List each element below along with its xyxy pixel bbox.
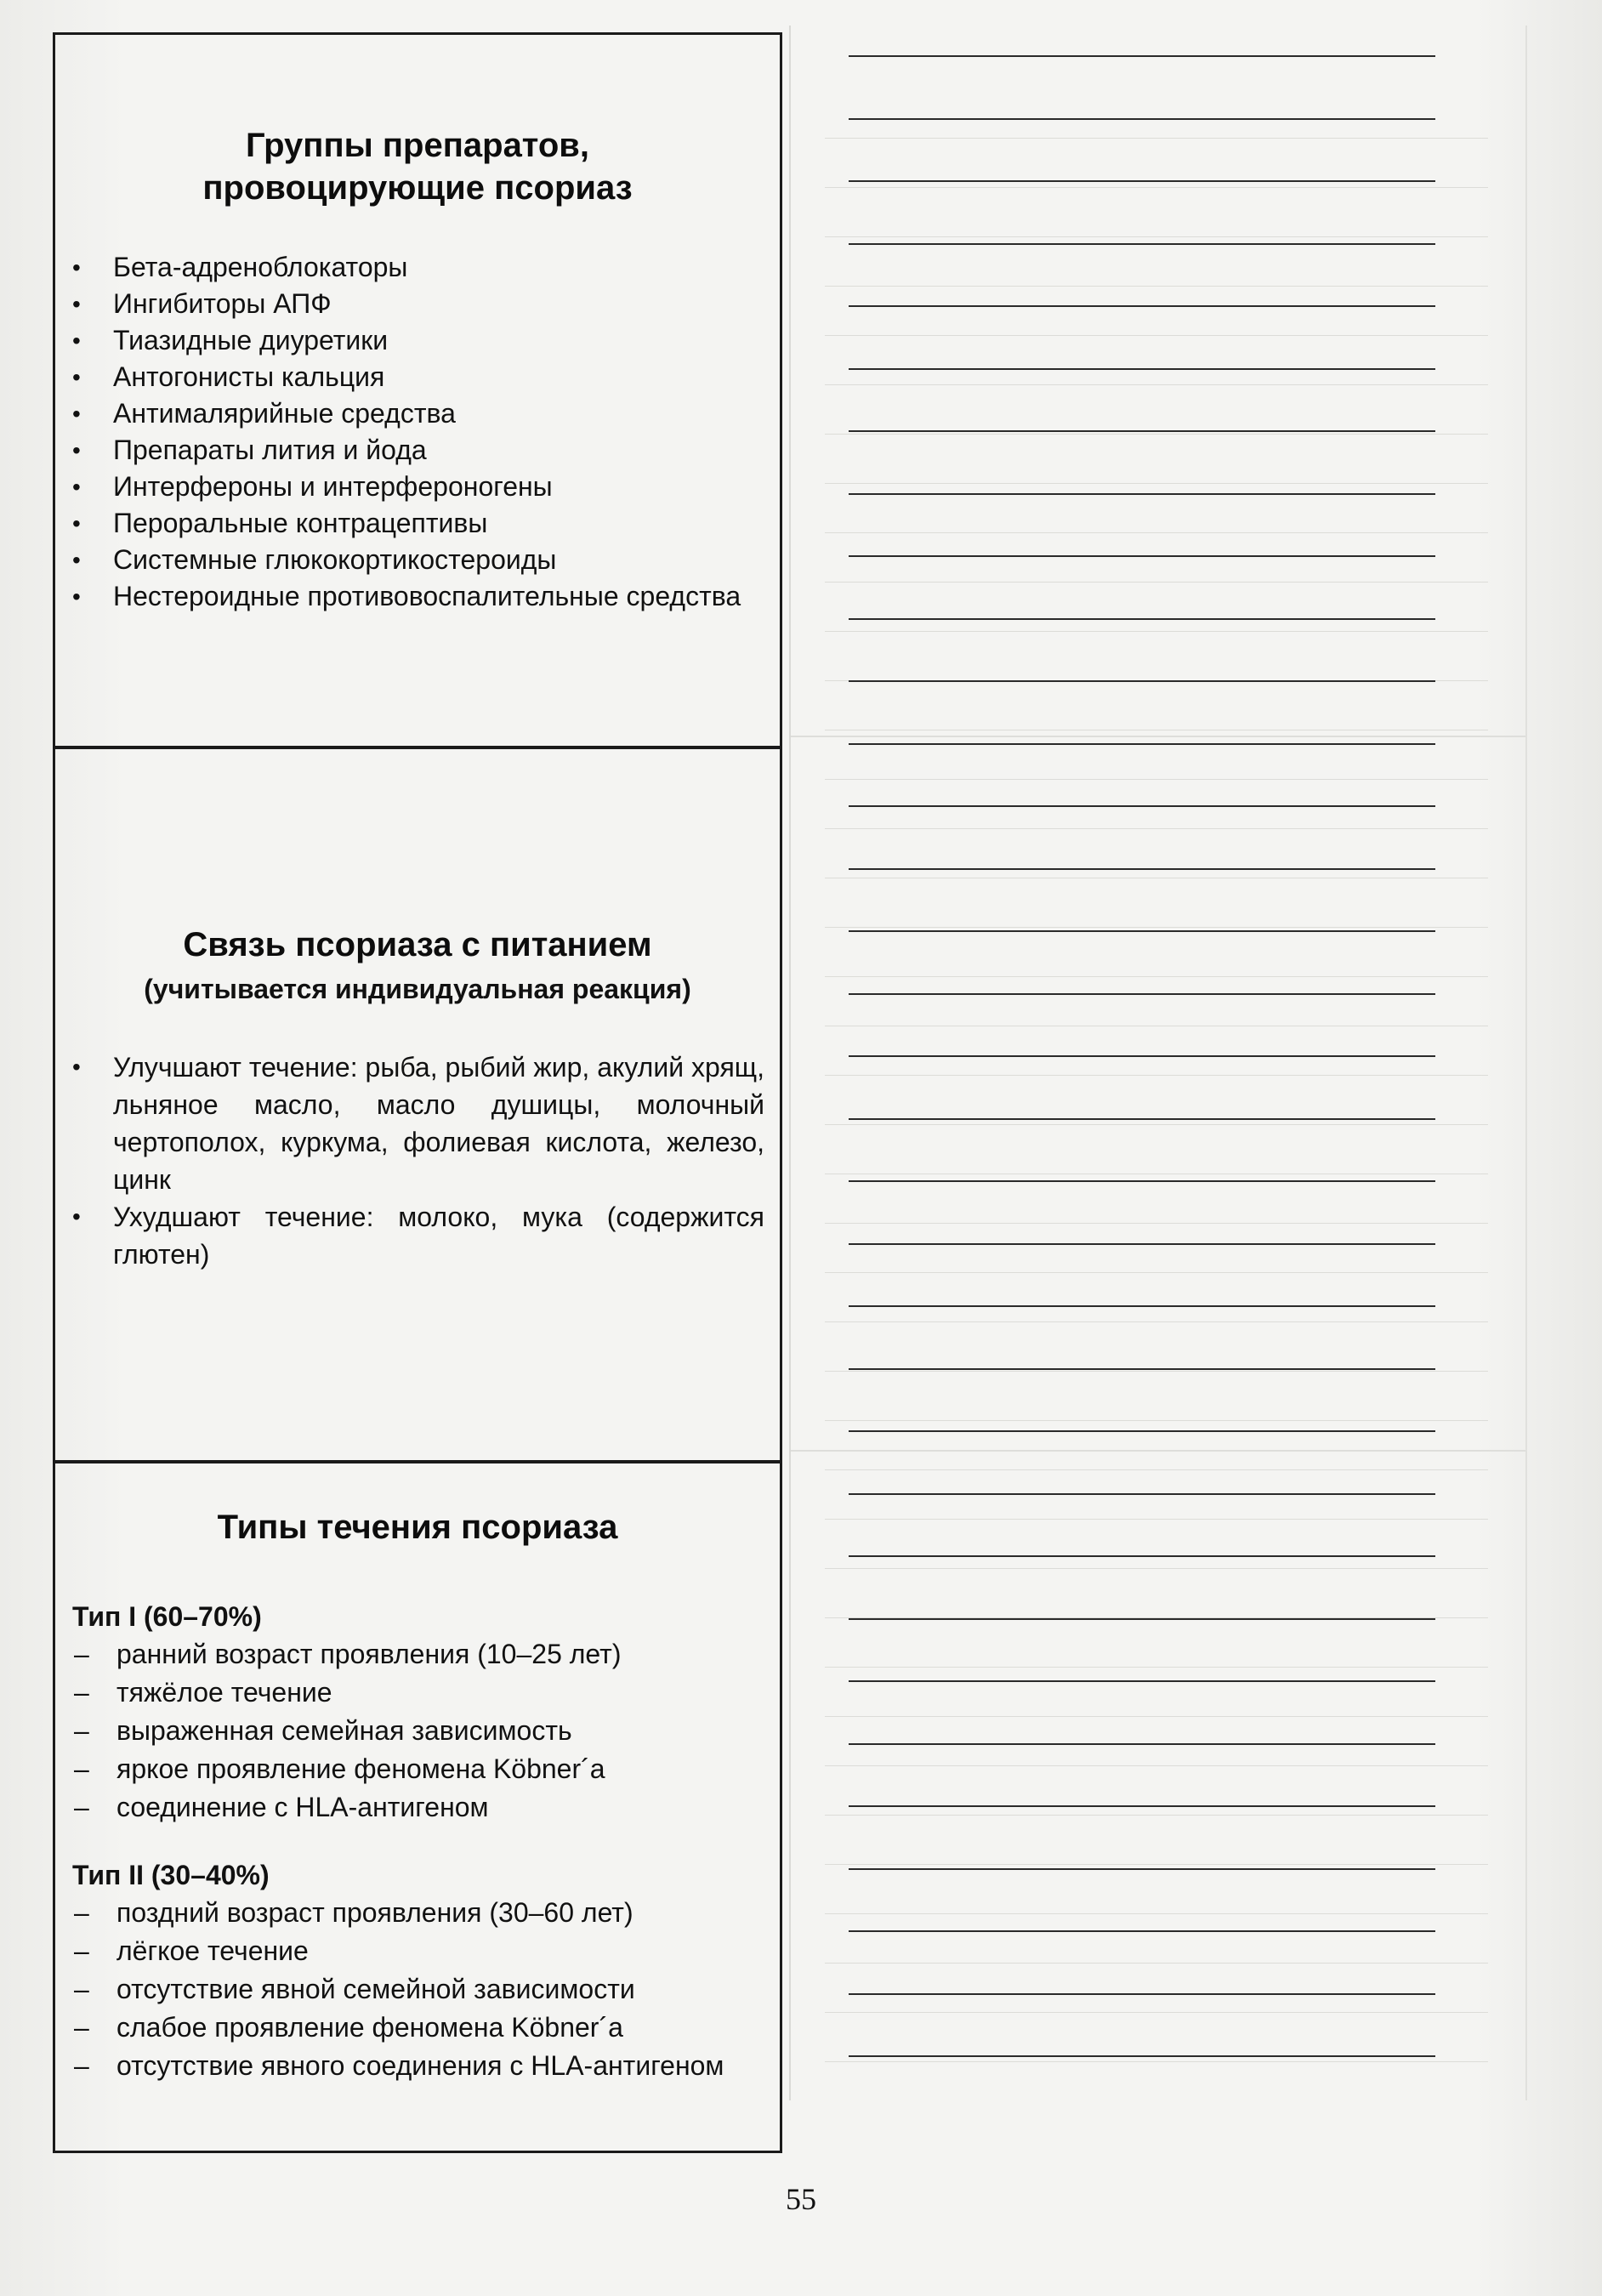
note-line (849, 618, 1435, 620)
bleed-through-line (825, 1075, 1488, 1076)
bleed-through-line (825, 1815, 1488, 1816)
note-line (849, 868, 1435, 870)
slide-drugs-title-line2: провоцирующие псориаз (202, 169, 633, 207)
drugs-list (62, 249, 768, 615)
bleed-through-line (825, 1420, 1488, 1421)
bleed-through-line (825, 779, 1488, 780)
bleed-through-line (825, 483, 1488, 484)
bleed-through-line (825, 236, 1488, 237)
note-line (849, 555, 1435, 557)
list-item: • Пероральные контрацептивы (62, 505, 768, 542)
note-line (849, 680, 1435, 682)
type-2-heading: Тип II (30–40%) (72, 1860, 270, 1890)
slide-course-types (53, 1461, 782, 2153)
list-item: • Системные глюкокортикостероиды (62, 542, 768, 578)
list-item: – поздний возраст проявления (30–60 лет) (72, 1894, 770, 1932)
note-line (849, 1180, 1435, 1182)
slide-drugs-title-line1: Группы препаратов, (245, 127, 590, 164)
note-line (849, 243, 1435, 245)
type-1-heading: Тип I (60–70%) (72, 1601, 262, 1632)
note-line (849, 1618, 1435, 1620)
bleed-through-line (825, 828, 1488, 829)
note-line (849, 1118, 1435, 1120)
bleed-through-line (825, 138, 1488, 139)
note-line (849, 1930, 1435, 1932)
note-line (849, 805, 1435, 807)
bleed-through-line (825, 631, 1488, 632)
note-line (849, 2055, 1435, 2057)
note-line (849, 1305, 1435, 1307)
note-line (849, 1493, 1435, 1495)
slide-nutrition-subtitle: (учитывается индивидуальная реакция) (144, 974, 691, 1004)
bleed-through-line (825, 1568, 1488, 1569)
bleed-through-line (825, 384, 1488, 385)
list-item: – ранний возраст проявления (10–25 лет) (72, 1635, 770, 1674)
bleed-through-line (825, 1765, 1488, 1766)
list-item: – лёгкое течение (72, 1932, 770, 1970)
note-line (849, 1993, 1435, 1995)
slide-drugs (53, 32, 782, 748)
bleed-through-line (825, 532, 1488, 533)
note-line (849, 180, 1435, 182)
bleed-through-line (825, 1864, 1488, 1865)
bleed-through-line (825, 2061, 1488, 2062)
bleed-through-line (825, 187, 1488, 188)
list-item: • Препараты лития и йода (62, 432, 768, 469)
type-1-list (72, 1635, 770, 1827)
list-item: • Интерфероны и интерфероногены (62, 469, 768, 505)
note-line (849, 1368, 1435, 1370)
note-line (849, 55, 1435, 57)
note-line (849, 1680, 1435, 1682)
list-item: – отсутствие явного соединения с HLA-антигеном (72, 2047, 770, 2085)
bleed-through-line (825, 1272, 1488, 1273)
list-item: • Улучшают течение: рыба, рыбий жир, акулий хрящ, льняное масло, масло душицы, молочный чертополох, куркума, фолиевая кислота, железо, цинк (62, 1049, 764, 1198)
note-line (849, 993, 1435, 995)
note-line (849, 368, 1435, 370)
slide-nutrition-title: Связь псориаза с питанием (183, 926, 652, 963)
list-item: • Антималярийные средства (62, 395, 768, 432)
note-line (849, 430, 1435, 432)
bleed-through-line (825, 434, 1488, 435)
slide-course-title: Типы течения псориаза (217, 1509, 618, 1546)
notes-column (789, 26, 1527, 2100)
bleed-through-line (825, 1371, 1488, 1372)
note-line (849, 1430, 1435, 1432)
bleed-through-line (825, 1963, 1488, 1964)
nutrition-list (62, 1049, 764, 1273)
note-line (849, 1243, 1435, 1245)
bleed-through-line (825, 927, 1488, 928)
note-line (849, 743, 1435, 745)
list-item: – тяжёлое течение (72, 1674, 770, 1712)
note-line (849, 1868, 1435, 1870)
bleed-through-line (825, 1223, 1488, 1224)
list-item: – слабое проявление феномена Köbner´a (72, 2009, 770, 2047)
bleed-through-line (825, 1321, 1488, 1322)
list-item: – соединение с HLA-антигеном (72, 1788, 770, 1827)
list-item: • Антогонисты кальция (62, 359, 768, 395)
list-item: • Нестероидные противовоспалительные средства (62, 578, 768, 615)
page-number: 55 (786, 2182, 816, 2216)
type-2-list (72, 1894, 770, 2085)
note-line (849, 305, 1435, 307)
notes-section-divider (791, 1450, 1525, 1452)
bleed-through-line (825, 1913, 1488, 1914)
note-line (849, 1555, 1435, 1557)
list-item: – яркое проявление феномена Köbner´a (72, 1750, 770, 1788)
list-item: – выраженная семейная зависимость (72, 1712, 770, 1750)
bleed-through-line (825, 1519, 1488, 1520)
list-item: – отсутствие явной семейной зависимости (72, 1970, 770, 2009)
note-line (849, 493, 1435, 495)
list-item: • Ингибиторы АПФ (62, 286, 768, 322)
bleed-through-line (825, 1469, 1488, 1470)
bleed-through-line (825, 1124, 1488, 1125)
bleed-through-line (825, 335, 1488, 336)
bleed-through-line (825, 1716, 1488, 1717)
bleed-through-line (825, 2012, 1488, 2013)
bleed-through-line (825, 976, 1488, 977)
list-item: • Бета-адреноблокаторы (62, 249, 768, 286)
list-item: • Ухудшают течение: молоко, мука (содержится глютен) (62, 1198, 764, 1273)
note-line (849, 930, 1435, 932)
bleed-through-line (825, 286, 1488, 287)
slide-nutrition (53, 747, 782, 1463)
note-line (849, 1055, 1435, 1057)
note-line (849, 1805, 1435, 1807)
note-line (849, 1743, 1435, 1745)
bleed-through-line (825, 1667, 1488, 1668)
list-item: • Тиазидные диуретики (62, 322, 768, 359)
bleed-through-line (825, 582, 1488, 583)
notes-section-divider (791, 736, 1525, 737)
note-line (849, 118, 1435, 120)
